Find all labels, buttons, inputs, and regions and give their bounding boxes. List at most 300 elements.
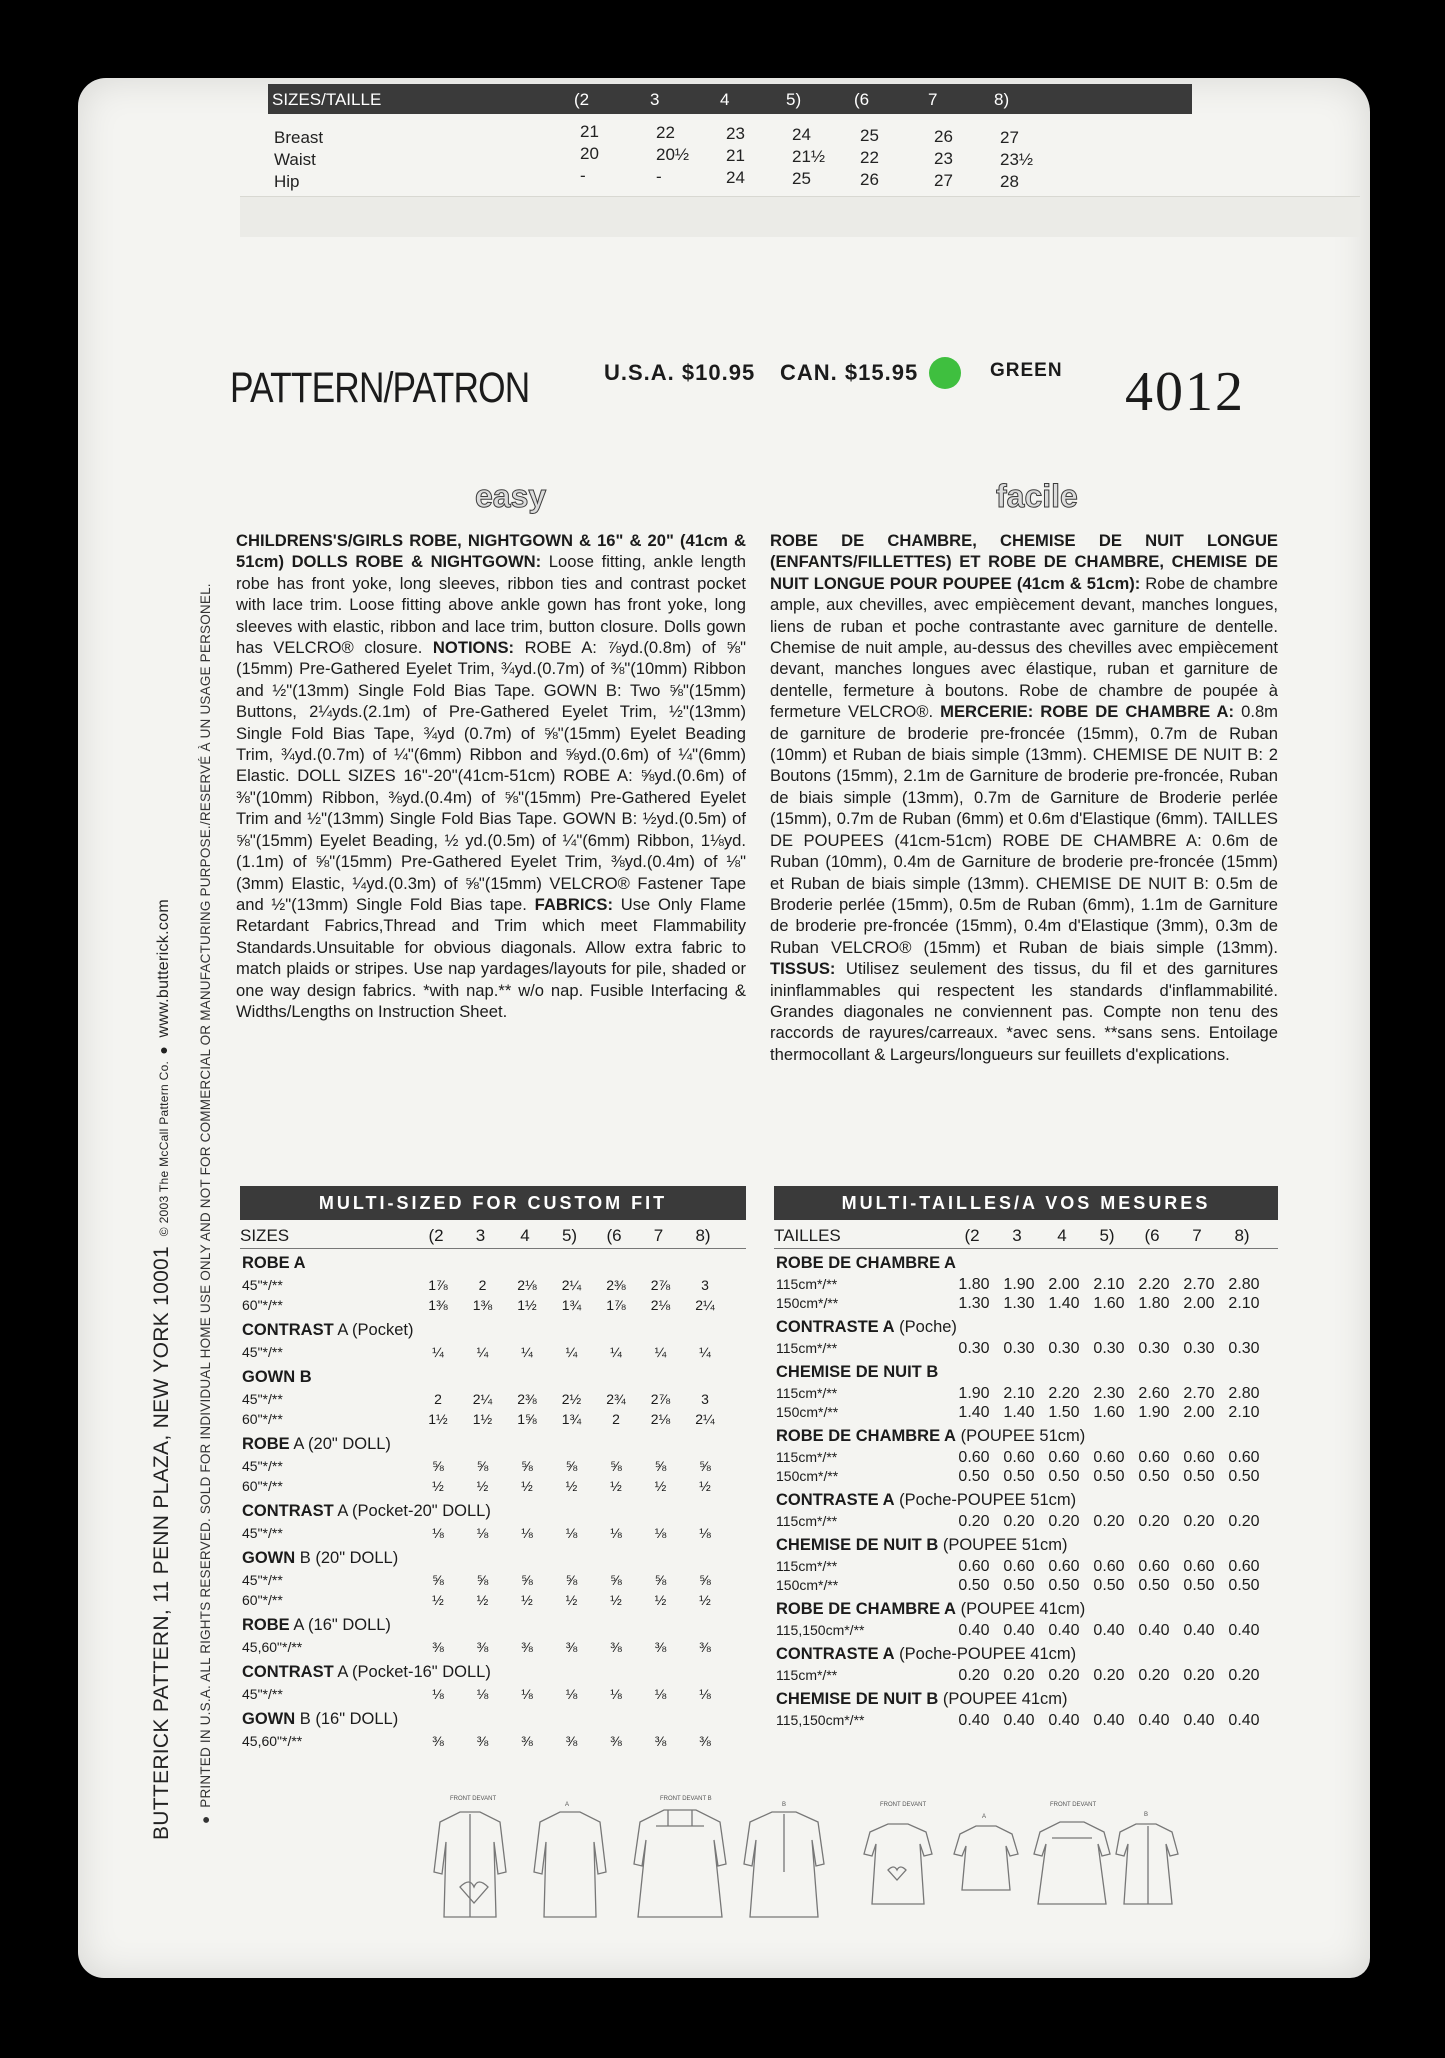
fabric-width: 150cm*/** (776, 1468, 839, 1484)
fabric-width: 115cm*/** (776, 1449, 838, 1465)
fabric-width: 45,60"*/** (242, 1733, 303, 1749)
yardage-value: ½ (521, 1592, 533, 1608)
yardage-value: ⅛ (432, 1686, 444, 1702)
fabric-width: 60"*/** (242, 1297, 283, 1313)
yardage-value: 1.60 (1093, 1295, 1125, 1312)
size-chart-header (268, 84, 1192, 114)
mercerie-label: MERCERIE: ROBE DE CHAMBRE A: (940, 702, 1235, 722)
yardage-value: ⅝ (476, 1458, 489, 1474)
yardage-value: 2.10 (1228, 1404, 1260, 1421)
view-name: GOWN B (20" DOLL) (242, 1549, 399, 1567)
yardage-value: 2 (478, 1277, 487, 1293)
measurement-value: 22 (656, 123, 675, 142)
yardage-value: 0.40 (1138, 1712, 1170, 1729)
table-rule (774, 1248, 1278, 1249)
yardage-value: ⅝ (432, 1458, 444, 1474)
doll-robe-sketch (864, 1824, 932, 1904)
tissus-text: Utilisez seulement des tissus, du fil et des garnitures ininflammables qui respectent les standards d'inflammabilité. Grandes diagonales ne conviennent pas. Compte non tenu des raccords de rayures/carreaux. *avec sens. **sans sens. Entoilage thermocollant & Largeurs/longueurs sur feuillets d'explications. (770, 959, 1278, 1064)
view-name: ROBE DE CHAMBRE A (POUPEE 51cm) (776, 1427, 1086, 1445)
yardage-value: ¼ (432, 1344, 444, 1360)
sketch-label: FRONT DEVANT (450, 1796, 497, 1802)
gown-back-sketch (744, 1812, 824, 1917)
yardage-value: ⅛ (476, 1525, 489, 1541)
yardage-value: 1.40 (1003, 1404, 1035, 1421)
color-label: GREEN (990, 360, 1063, 381)
gown-front-sketch (634, 1810, 726, 1917)
size-col: 7 (1192, 1226, 1202, 1245)
yardage-value: ⅝ (654, 1458, 667, 1474)
yardage-value: 0.20 (1048, 1667, 1080, 1684)
measurement-value: 24 (792, 125, 811, 144)
yardage-value: 1.90 (958, 1385, 990, 1402)
yardage-value: 0.50 (958, 1577, 990, 1594)
yardage-value: 0.50 (1003, 1577, 1035, 1594)
view-name: CONTRASTE A (Poche-POUPEE 41cm) (776, 1645, 1077, 1663)
yardage-value: 2.20 (1048, 1385, 1080, 1402)
yardage-value: 0.60 (1048, 1449, 1080, 1466)
size-col: 3 (475, 1226, 486, 1245)
yardage-value: 1.40 (1048, 1295, 1080, 1312)
fabric-width: 60"*/** (242, 1592, 283, 1608)
color-dot-icon (929, 357, 961, 389)
size-col: 7 (653, 1226, 664, 1245)
yardage-value: 2.70 (1183, 1385, 1215, 1402)
measurement-value: 21 (726, 146, 745, 165)
sketch-label: A (982, 1814, 987, 1820)
english-body: Loose fitting, ankle length robe has front yoke, long sleeves, ribbon ties and contrast pocket with lace trim. Loose fitting above ankle gown has front yoke, long sleeves with elastic, ribbon and lace trim, button closure. Dolls gown has VELCRO® closure. (236, 552, 746, 658)
sketch-label: FRONT DEVANT B (660, 1796, 712, 1802)
yardage-value: 0.40 (1048, 1622, 1080, 1639)
yardage-value: 0.20 (1003, 1513, 1035, 1530)
view-name: ROBE A (16" DOLL) (242, 1616, 391, 1634)
yardage-value: 0.50 (1138, 1468, 1170, 1485)
mercerie-text: 0.8m de garniture de broderie pre-froncée (15mm), 0.7m de Ruban (10mm) et Ruban de biais simple (13mm). CHEMISE DE NUIT B: 2 Boutons (15mm), 2.1m de Garniture de broderie pre-froncée, Ruban de biais simple (13mm), 0.7m de Garniture de Broderie perlée (15mm), 0.7m de Ruban (6mm) et 0.6m d'Elastique (6mm). TAILLES DE POUPEES (41cm-51cm) ROBE DE CHAMBRE A: 0.6m de Ruban (10mm), 0.4m de Garniture de broderie pre-froncée (15mm) et Ruban de biais simple (13mm). CHEMISE DE NUIT B: 0.5m de Broderie perlée (15mm), 0.5m de Ruban (6mm), 1.1m de Garniture de broderie pre-froncée (15mm), 0.4m d'Elastique (3mm), 0.3m de Ruban VELCRO® (15mm) et Ruban de biais simple (13mm). (770, 702, 1278, 957)
yardage-value: ⅝ (699, 1458, 711, 1474)
view-name: CONTRAST A (Pocket-16" DOLL) (242, 1663, 491, 1681)
yardage-value: 0.50 (1228, 1577, 1260, 1594)
yardage-value: 1.80 (958, 1276, 990, 1293)
measurement-value: 23 (934, 149, 953, 168)
size-chart-label: SIZES/TAILLE (272, 90, 382, 109)
yardage-value: 0.60 (1138, 1558, 1170, 1575)
yardage-value: 1½ (472, 1411, 493, 1427)
yardage-value: ⅛ (654, 1686, 667, 1702)
yardage-value: ½ (476, 1592, 489, 1608)
measurement-value: - (580, 166, 586, 185)
yardage-value: 1⅜ (428, 1297, 448, 1313)
yardage-value: ½ (699, 1478, 711, 1494)
yardage-value: 0.60 (958, 1449, 990, 1466)
fabric-width: 45"*/** (242, 1686, 283, 1702)
size-col: (6 (854, 90, 870, 109)
size-col: (6 (606, 1226, 622, 1245)
yardage-value: 0.40 (1228, 1622, 1260, 1639)
size-col: (2 (428, 1226, 444, 1245)
yardage-value: 2 (434, 1391, 442, 1407)
measurement-value: 20½ (656, 145, 690, 164)
doll-gown-back-sketch (1116, 1824, 1178, 1904)
yardage-value: 2.10 (1003, 1385, 1035, 1402)
measurement-value: 21½ (792, 147, 826, 166)
measurement-label: Hip (274, 172, 300, 191)
yardage-value: ½ (521, 1478, 533, 1494)
view-name: GOWN B (16" DOLL) (242, 1710, 399, 1728)
yardage-value: 0.20 (1093, 1667, 1125, 1684)
yardage-value: 0.30 (1228, 1340, 1260, 1357)
yardage-value: ⅛ (521, 1686, 533, 1702)
measurement-value: 22 (860, 148, 879, 167)
yardage-value: 2 (612, 1411, 620, 1427)
fabrics-label: FABRICS: (534, 894, 614, 914)
fabric-width: 115cm*/** (776, 1558, 838, 1574)
view-name: CHEMISE DE NUIT B (776, 1363, 939, 1381)
yardage-value: 0.40 (1138, 1622, 1170, 1639)
yardage-value: ¼ (654, 1344, 667, 1360)
notions-text: ROBE A: ⅞yd.(0.8m) of ⅝"(15mm) Pre-Gathered Eyelet Trim, ¾yd.(0.7m) of ⅜"(10mm) Ribbon and ½"(13mm) Single Fold Bias Tape. GOWN B: Two ⅝"(15mm) Buttons, 2¼yds.(2.1m) of Pre-Gathered Eyelet Trim, ½"(13mm) Single Fold Bias Tape, ¾yd (0.7m) of ⅝"(15mm) Eyelet Beading Trim, ¾yd.(0.7m) of ¼"(6mm) Ribbon and ⅝yd.(0.6m) of ¼"(6mm) Elastic. DOLL SIZES 16"-20"(41cm-51cm) ROBE A: ⅝yd.(0.6m) of ⅜"(10mm) Ribbon, ⅜yd.(0.4m) of ⅝"(15mm) Pre-Gathered Eyelet Trim and ½"(13mm) Single Fold Bias Tape. GOWN B: ½yd.(0.5m) of ⅝"(15mm) Eyelet Beading, ½ yd.(0.5m) of ¼"(6mm) Ribbon, 1⅛yd.(1.1m) of ⅝"(15mm) Pre-Gathered Eyelet Trim, ⅜yd.(0.4m) of ⅛"(3mm) Elastic, ¼yd.(0.3m) of ⅝"(15mm) VELCRO® Fastener Tape and ½"(13mm) Single Fold Bias tape. (236, 638, 746, 914)
rights-notice: ● PRINTED IN U.S.A. ALL RIGHTS RESERVED. SOLD FOR INDIVIDUAL HOME USE ONLY AND NOT FOR COMMERCIAL OR MANUFACTURING PURPOSE./RESERVÉ À UN USAGE PERSONEL. (198, 583, 213, 1824)
yardage-value: 2⅛ (650, 1411, 671, 1427)
french-body: Robe de chambre ample, aux chevilles, avec empiècement devant, manches longues, liens de ruban et poche contrastante avec garniture de dentelle. Chemise de nuit ample, au-dessus des chevilles avec empiècement devant, manches longues avec élastique, ruban et garniture de dentelle, fermeture à boutons. Robe de chambre de poupée à fermeture VELCRO®. (770, 573, 1278, 722)
yardage-value: 0.20 (1003, 1667, 1035, 1684)
yardage-value: 2¼ (561, 1277, 582, 1293)
doll-gown-front-sketch (1034, 1822, 1110, 1904)
yardage-value: 0.60 (1183, 1449, 1215, 1466)
doll-robe-back-sketch (954, 1826, 1018, 1890)
yardage-value: 2¼ (695, 1411, 715, 1427)
yardage-value: 0.50 (1048, 1468, 1080, 1485)
measurement-value: 24 (726, 168, 745, 187)
size-col: (2 (574, 90, 590, 109)
pattern-number: 4012 (1125, 361, 1245, 423)
yardage-value: 2¼ (472, 1391, 493, 1407)
yardage-value: ⅜ (565, 1733, 578, 1749)
measurement-value: 27 (1000, 128, 1019, 147)
size-col: 7 (928, 90, 938, 109)
size-col: 5) (1099, 1226, 1115, 1245)
size-col: 3 (650, 90, 660, 109)
yardage-value: 0.40 (958, 1712, 990, 1729)
view-name: CONTRASTE A (Poche) (776, 1318, 957, 1336)
fabric-width: 45"*/** (242, 1525, 283, 1541)
sketch-label: FRONT DEVANT (880, 1802, 927, 1808)
yardage-value: 3 (701, 1391, 709, 1407)
yardage-value: 2.00 (1048, 1276, 1080, 1293)
view-name: CONTRASTE A (Poche-POUPEE 51cm) (776, 1491, 1077, 1509)
yardage-value: ½ (610, 1592, 622, 1608)
yardage-value: 2.20 (1138, 1276, 1170, 1293)
yardage-value: 0.20 (958, 1513, 990, 1530)
view-name: CONTRAST A (Pocket) (242, 1321, 414, 1339)
sizes-label: TAILLES (774, 1226, 841, 1245)
yardage-value: 1.50 (1048, 1404, 1080, 1421)
yardage-value: 0.30 (1183, 1340, 1215, 1357)
yardage-value: ⅛ (699, 1525, 711, 1541)
size-col: 5) (786, 90, 802, 109)
size-col: 4 (520, 1226, 530, 1245)
yardage-value: ¼ (699, 1344, 711, 1360)
yardage-value: 0.50 (1183, 1577, 1215, 1594)
yardage-value: 2.80 (1228, 1385, 1260, 1402)
fabric-width: 115cm*/** (776, 1340, 838, 1356)
yardage-value: 2.70 (1183, 1276, 1215, 1293)
yardage-value: 2.00 (1183, 1404, 1215, 1421)
yardage-value: 2.60 (1138, 1385, 1170, 1402)
measurement-value: 25 (860, 126, 879, 145)
yardage-value: ½ (654, 1592, 667, 1608)
yardage-value: ⅝ (432, 1572, 444, 1588)
yardage-value: 0.20 (1183, 1513, 1215, 1530)
yardage-value: 2⅛ (517, 1277, 537, 1293)
yardage-value: 0.60 (958, 1558, 990, 1575)
measurement-value: 26 (934, 127, 953, 146)
yardage-value: 0.40 (1093, 1622, 1125, 1639)
yardage-value: ¼ (476, 1344, 489, 1360)
yardage-value: ½ (699, 1592, 711, 1608)
yardage-value: 0.60 (1138, 1449, 1170, 1466)
yardage-value: ⅜ (432, 1733, 444, 1749)
yardage-value: 2⅜ (517, 1391, 537, 1407)
english-description (236, 530, 746, 1022)
price-usa: U.S.A. $10.95 (604, 360, 756, 385)
size-col: 4 (720, 90, 730, 109)
yardage-value: 3 (701, 1277, 709, 1293)
yardage-value: 0.40 (1183, 1622, 1215, 1639)
yardage-value: ⅝ (521, 1572, 533, 1588)
measurement-value: 27 (934, 171, 953, 190)
yardage-value: ⅛ (610, 1686, 622, 1702)
fabric-width: 150cm*/** (776, 1577, 839, 1593)
yardage-value: 2⅜ (606, 1277, 626, 1293)
yardage-value: 1⅞ (606, 1297, 626, 1313)
measurement-value: 26 (860, 170, 879, 189)
view-name: CHEMISE DE NUIT B (POUPEE 51cm) (776, 1536, 1068, 1554)
yardage-value: 0.50 (1183, 1468, 1215, 1485)
yardage-value: 0.40 (1048, 1712, 1080, 1729)
yardage-value: 2.00 (1183, 1295, 1215, 1312)
fabric-width: 45"*/** (242, 1458, 283, 1474)
fabric-width: 150cm*/** (776, 1295, 839, 1311)
yardage-value: 0.40 (1093, 1712, 1125, 1729)
fabric-width: 115,150cm*/** (776, 1712, 865, 1728)
yardage-value: 1.40 (958, 1404, 990, 1421)
yardage-value: 1.30 (1003, 1295, 1035, 1312)
fabric-width: 115cm*/** (776, 1276, 838, 1292)
yardage-value: 0.30 (958, 1340, 990, 1357)
yardage-en-title: MULTI-SIZED FOR CUSTOM FIT (240, 1186, 746, 1220)
sketch-label: B (782, 1802, 787, 1808)
yardage-value: ½ (432, 1478, 444, 1494)
view-name: ROBE DE CHAMBRE A (776, 1254, 956, 1272)
yardage-value: 0.60 (1093, 1558, 1125, 1575)
fabric-width: 115cm*/** (776, 1513, 838, 1529)
yardage-value: 1¾ (561, 1411, 582, 1427)
yardage-value: ⅜ (610, 1639, 622, 1655)
yardage-value: 1¾ (561, 1297, 582, 1313)
yardage-value: 0.50 (1003, 1468, 1035, 1485)
yardage-value: ⅜ (521, 1733, 533, 1749)
fabric-width: 60"*/** (242, 1478, 283, 1494)
fabric-width: 45"*/** (242, 1277, 283, 1293)
yardage-value: 1⅝ (517, 1411, 537, 1427)
yardage-value: 2⅛ (650, 1297, 671, 1313)
yardage-value: ⅛ (521, 1525, 533, 1541)
garment-sketches (420, 1792, 1180, 1922)
yardage-value: ⅜ (521, 1639, 533, 1655)
publisher-address: BUTTERICK PATTERN, 11 PENN PLAZA, NEW YORK 10001 © 2003 The McCall Pattern Co. ● www.butterick.com (150, 899, 173, 1840)
fabric-width: 45"*/** (242, 1572, 283, 1588)
yardage-value: 2.80 (1228, 1276, 1260, 1293)
fabric-width: 60"*/** (242, 1411, 283, 1427)
yardage-value: 2.30 (1093, 1385, 1125, 1402)
fabric-width: 150cm*/** (776, 1404, 839, 1420)
yardage-value: 0.40 (1003, 1622, 1035, 1639)
yardage-value: 0.60 (1048, 1558, 1080, 1575)
yardage-value: 2¾ (606, 1391, 626, 1407)
yardage-value: ⅜ (699, 1733, 711, 1749)
pattern-title: PATTERN/PATRON (230, 364, 530, 412)
measurement-value: 28 (1000, 172, 1019, 191)
yardage-value: 0.60 (1228, 1449, 1260, 1466)
yardage-value: 2.10 (1093, 1276, 1125, 1293)
yardage-value: ⅜ (654, 1639, 667, 1655)
body-measurements (274, 122, 1174, 218)
measurement-value: - (656, 167, 662, 186)
yardage-value: 0.30 (1093, 1340, 1125, 1357)
size-col: 4 (1057, 1226, 1067, 1245)
yardage-value: ⅜ (699, 1639, 711, 1655)
yardage-value: 1⅜ (472, 1297, 493, 1313)
yardage-value: 0.50 (1048, 1577, 1080, 1594)
yardage-value: 0.20 (1048, 1513, 1080, 1530)
yardage-value: ⅜ (476, 1639, 489, 1655)
yardage-value: 1½ (517, 1297, 537, 1313)
measurement-value: 20 (580, 144, 599, 163)
yardage-table-fr (774, 1226, 1278, 1786)
notions-label: NOTIONS: (432, 638, 515, 658)
sketch-label: FRONT DEVANT (1050, 1802, 1097, 1808)
view-name: GOWN B (242, 1368, 312, 1386)
fabrics-text: Use Only Flame Retardant Fabrics,Thread and Trim which meet Flammability Standards.Unsuitable for obvious diagonals. Allow extra fabric to match plaids or stripes. Use nap yardages/layouts for pile, shaded or one way design fabrics. *with nap.** w/o nap. Fusible Interfacing & Widths/Lengths on Instruction Sheet. (236, 894, 746, 1021)
yardage-value: 1½ (428, 1411, 448, 1427)
fabric-width: 115cm*/** (776, 1385, 838, 1401)
yardage-value: ⅛ (432, 1525, 444, 1541)
yardage-value: ½ (565, 1592, 578, 1608)
size-col: 8) (1234, 1226, 1250, 1245)
measurement-label: Waist (274, 150, 316, 169)
yardage-value: ⅜ (432, 1639, 444, 1655)
measurement-value: 23½ (1000, 150, 1034, 169)
yardage-value: ⅝ (521, 1458, 533, 1474)
size-col: 5) (561, 1226, 578, 1245)
fabric-width: 115cm*/** (776, 1667, 838, 1683)
yardage-value: 0.60 (1228, 1558, 1260, 1575)
yardage-value: 0.40 (1183, 1712, 1215, 1729)
yardage-value: 0.50 (1093, 1577, 1125, 1594)
yardage-value: ⅛ (565, 1686, 578, 1702)
yardage-value: 0.40 (958, 1622, 990, 1639)
yardage-value: 0.20 (1138, 1513, 1170, 1530)
yardage-value: 0.60 (1093, 1449, 1125, 1466)
yardage-value: 2⅞ (650, 1391, 671, 1407)
yardage-value: ⅝ (610, 1572, 622, 1588)
sketch-label: B (1144, 1812, 1149, 1818)
yardage-value: 1.80 (1138, 1295, 1170, 1312)
yardage-value: ½ (610, 1478, 622, 1494)
yardage-value: 0.30 (1048, 1340, 1080, 1357)
view-name: ROBE DE CHAMBRE A (POUPEE 41cm) (776, 1600, 1086, 1618)
yardage-value: ⅝ (565, 1458, 578, 1474)
yardage-value: ¼ (610, 1344, 622, 1360)
yardage-value: 0.40 (1228, 1712, 1260, 1729)
yardage-value: 0.20 (1138, 1667, 1170, 1684)
yardage-value: 0.60 (1183, 1558, 1215, 1575)
yardage-value: ½ (432, 1592, 444, 1608)
yardage-value: ⅜ (565, 1639, 578, 1655)
yardage-value: 2.10 (1228, 1295, 1260, 1312)
yardage-value: 1⅞ (428, 1277, 448, 1293)
sketch-label: A (565, 1802, 570, 1808)
yardage-value: 2⅞ (650, 1277, 671, 1293)
fabric-width: 45"*/** (242, 1391, 283, 1407)
yardage-value: ⅜ (654, 1733, 667, 1749)
yardage-value: 0.40 (1003, 1712, 1035, 1729)
tissus-label: TISSUS: (770, 959, 836, 979)
yardage-value: 0.50 (1093, 1468, 1125, 1485)
yardage-value: ⅛ (565, 1525, 578, 1541)
yardage-value: ⅜ (476, 1733, 489, 1749)
yardage-value: ⅝ (565, 1572, 578, 1588)
yardage-value: 0.30 (1003, 1340, 1035, 1357)
fabric-width: 45"*/** (242, 1344, 283, 1360)
measurement-value: 25 (792, 169, 811, 188)
yardage-value: 0.20 (1228, 1667, 1260, 1684)
yardage-value: 0.20 (1183, 1667, 1215, 1684)
size-col: 8) (695, 1226, 711, 1245)
french-description (770, 530, 1278, 1065)
yardage-value: ⅝ (610, 1458, 622, 1474)
yardage-table-en (240, 1226, 746, 1786)
yardage-value: ¼ (565, 1344, 578, 1360)
easy-badge: easy (475, 478, 547, 514)
yardage-value: 2¼ (695, 1297, 715, 1313)
yardage-value: ⅛ (654, 1525, 667, 1541)
yardage-value: ⅝ (699, 1572, 711, 1588)
view-name: ROBE A (20" DOLL) (242, 1435, 391, 1453)
size-col: (2 (964, 1226, 980, 1245)
yardage-value: 1.30 (958, 1295, 990, 1312)
fabric-width: 45,60"*/** (242, 1639, 303, 1655)
measurement-value: 21 (580, 122, 599, 141)
robe-back-sketch (534, 1812, 606, 1917)
fabric-width: 115,150cm*/** (776, 1622, 865, 1638)
french-title: ROBE DE CHAMBRE, CHEMISE DE NUIT LONGUE (ENFANTS/FILLETTES) ET ROBE DE CHAMBRE, CHEMISE DE NUIT LONGUE POUR POUPEE (41cm & 51cm): (770, 531, 1278, 593)
yardage-value: ⅛ (699, 1686, 711, 1702)
yardage-value: 0.30 (1138, 1340, 1170, 1357)
yardage-value: ½ (654, 1478, 667, 1494)
table-rule (240, 1248, 746, 1249)
size-col: 8) (994, 90, 1010, 109)
yardage-fr-title: MULTI-TAILLES/A VOS MESURES (774, 1186, 1278, 1220)
yardage-value: 1.60 (1093, 1404, 1125, 1421)
yardage-value: 0.20 (1093, 1513, 1125, 1530)
yardage-value: 0.60 (1003, 1449, 1035, 1466)
yardage-value: 0.20 (958, 1667, 990, 1684)
yardage-value: ⅛ (476, 1686, 489, 1702)
yardage-value: ¼ (521, 1344, 533, 1360)
sizes-label: SIZES (240, 1226, 290, 1245)
view-name: ROBE A (242, 1254, 306, 1272)
yardage-value: ⅝ (654, 1572, 667, 1588)
